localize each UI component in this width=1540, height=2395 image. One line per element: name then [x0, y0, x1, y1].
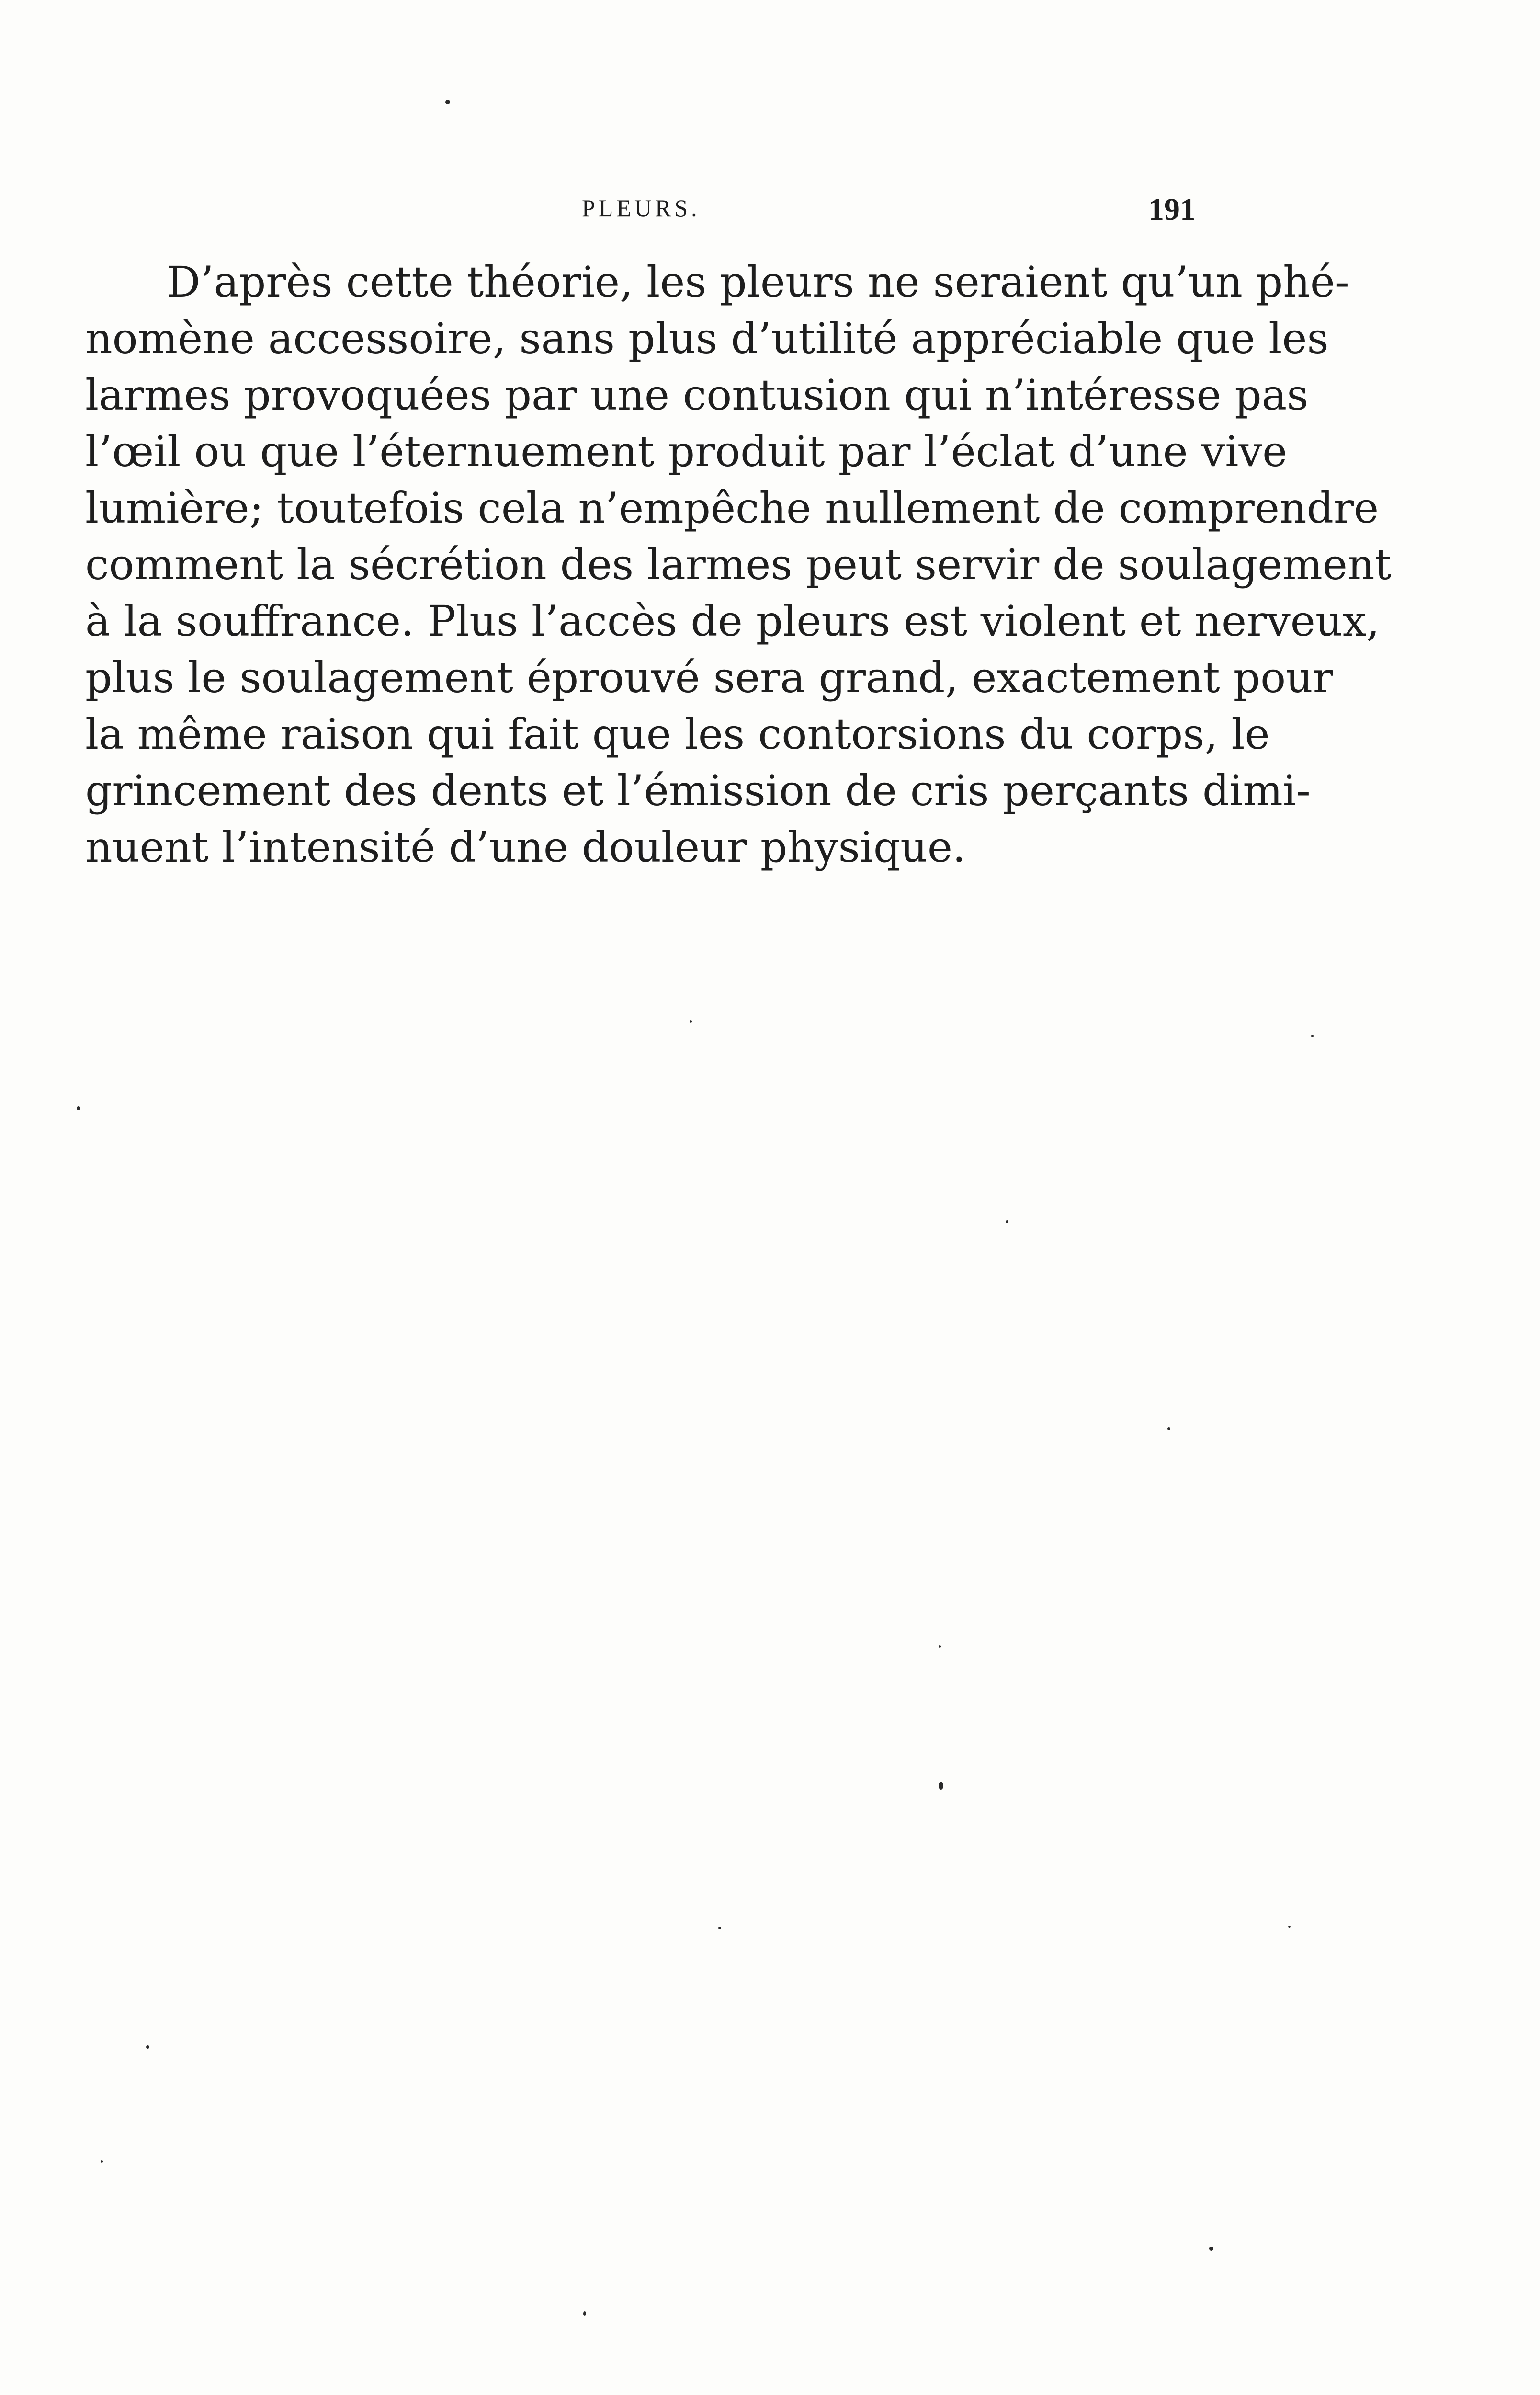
- scan-speck: [101, 2160, 103, 2163]
- running-head: PLEURS.: [582, 194, 701, 221]
- text-line: la même raison qui fait que les contorsions du corps, le: [85, 709, 1270, 759]
- scan-speck: [718, 1927, 721, 1929]
- scan-speck: [939, 1645, 941, 1648]
- scan-speck: [939, 1782, 943, 1790]
- scan-speck: [1006, 1220, 1008, 1223]
- scan-speck: [445, 100, 450, 104]
- text-line: grincement des dents et l’émission de cris perçants dimi-: [85, 766, 1311, 815]
- text-line: lumière; toutefois cela n’empêche nullement de comprendre: [85, 483, 1379, 533]
- text-line: à la souffrance. Plus l’accès de pleurs est violent et nerveux,: [85, 596, 1380, 646]
- scan-speck: [1209, 2247, 1213, 2251]
- text-line: l’œil ou que l’éternuement produit par l’éclat d’une vive: [85, 427, 1288, 476]
- scan-speck: [1311, 1035, 1314, 1037]
- scan-speck: [1288, 1926, 1291, 1928]
- page-number: 191: [1148, 192, 1196, 227]
- scan-speck: [583, 2311, 586, 2316]
- scan-speck: [77, 1106, 80, 1110]
- scan-speck: [690, 1020, 692, 1023]
- text-line: nuent l’intensité d’une douleur physique.: [85, 822, 966, 872]
- text-line: nomène accessoire, sans plus d’utilité appréciable que les: [85, 314, 1329, 363]
- text-line: plus le soulagement éprouvé sera grand, exactement pour: [85, 653, 1333, 702]
- text-line: D’après cette théorie, les pleurs ne seraient qu’un phé-: [167, 257, 1349, 307]
- scan-speck: [1167, 1427, 1170, 1430]
- text-line: larmes provoquées par une contusion qui n’intéresse pas: [85, 370, 1309, 420]
- body-paragraph: [85, 254, 1392, 876]
- text-line: comment la sécrétion des larmes peut servir de soulagement: [85, 540, 1392, 589]
- scan-speck: [146, 2045, 149, 2049]
